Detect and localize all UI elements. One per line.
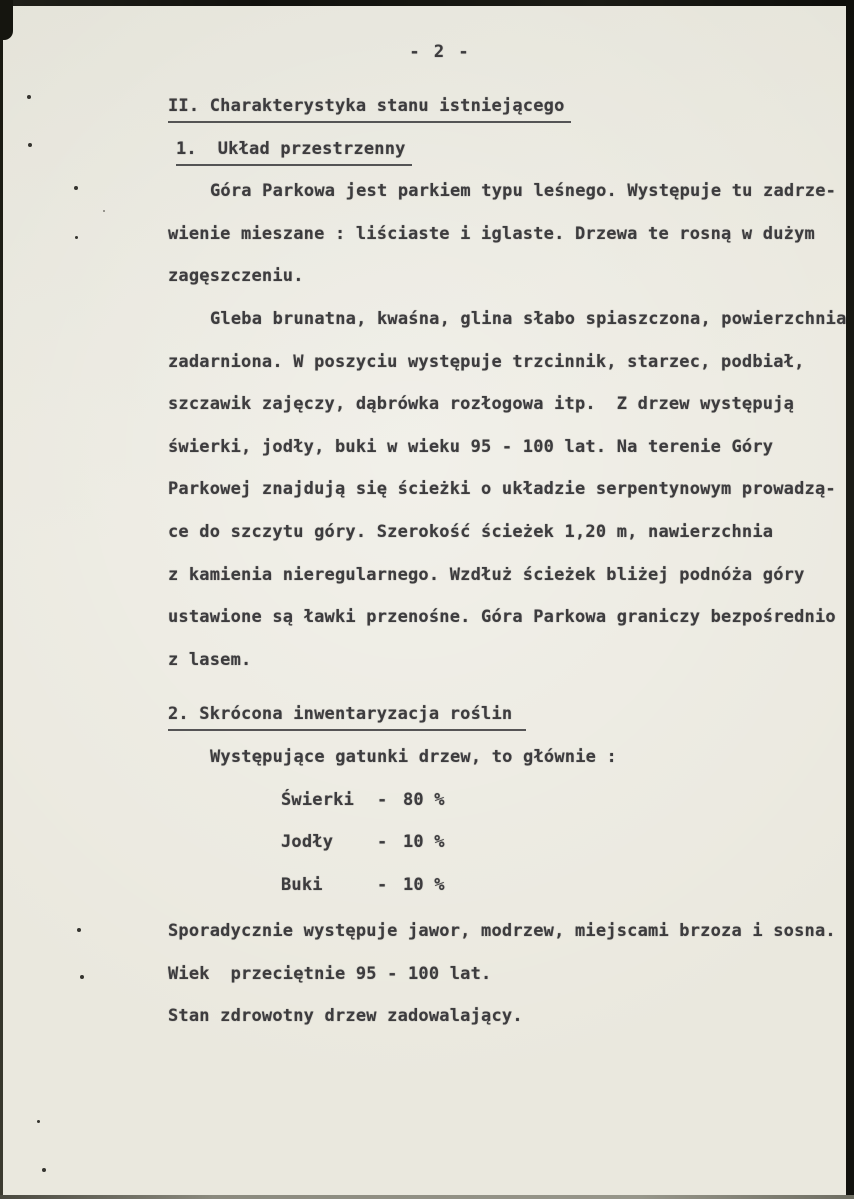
scan-corner-artifact	[0, 0, 13, 40]
text-line: z lasem.	[168, 649, 252, 670]
text-line: z kamienia nieregularnego. Wzdłuż ścieżek bliżej podnóża góry	[168, 564, 805, 585]
subsection-2-heading-row	[168, 703, 854, 746]
species-name: Buki	[281, 874, 323, 895]
document-body	[168, 95, 854, 1048]
paragraph-3	[168, 920, 854, 1048]
subsection-1-heading: 1. Układ przestrzenny	[176, 138, 412, 166]
species-row	[168, 789, 854, 832]
species-row	[168, 831, 854, 874]
scan-edge-top	[0, 0, 854, 6]
scan-edge-left	[0, 0, 3, 1199]
section-heading-row	[168, 95, 854, 138]
paragraph-2	[168, 308, 854, 691]
species-row	[168, 874, 854, 917]
paragraph-1	[168, 180, 854, 308]
species-list	[168, 789, 854, 917]
subsection-2-heading: 2. Skrócona inwentaryzacja roślin	[168, 703, 526, 731]
text-line: Parkowej znajdują się ścieżki o układzie serpentynowym prowadzą-	[168, 479, 836, 500]
text-line: wienie mieszane : liściaste i iglaste. Drzewa te rosną w dużym	[168, 223, 815, 244]
text-line: Stan zdrowotny drzew zadowalający.	[168, 1006, 523, 1027]
text-line: Gleba brunatna, kwaśna, glina słabo spiaszczona, powierzchnia	[210, 308, 847, 329]
species-dash: -	[377, 789, 388, 810]
species-share: 10 %	[403, 832, 445, 853]
text-line: Sporadycznie występuje jawor, modrzew, miejscami brzoza i sosna.	[168, 921, 836, 942]
species-intro: Występujące gatunki drzew, to głównie :	[210, 746, 617, 767]
scan-edge-bottom	[0, 1195, 854, 1199]
text-line: szczawik zajęczy, dąbrówka rozłogowa itp. Z drzew występują	[168, 394, 795, 415]
subsection-1-heading-row	[168, 138, 854, 181]
paper-speck	[74, 186, 78, 190]
paper-speck	[75, 236, 78, 239]
text-line: ustawione są ławki przenośne. Góra Parkowa graniczy bezpośrednio	[168, 607, 836, 628]
paper-speck	[77, 928, 81, 932]
section-heading: II. Charakterystyka stanu istniejącego	[168, 95, 571, 123]
species-dash: -	[377, 874, 388, 895]
paper-speck	[27, 95, 31, 99]
paper-speck	[103, 210, 105, 212]
text-line: ce do szczytu góry. Szerokość ścieżek 1,20 m, nawierzchnia	[168, 521, 774, 542]
species-name: Jodły	[281, 832, 334, 853]
text-line: świerki, jodły, buki w wieku 95 - 100 lat. Na terenie Góry	[168, 436, 774, 457]
species-dash: -	[377, 832, 388, 853]
species-share: 80 %	[403, 789, 445, 810]
species-share: 10 %	[403, 874, 445, 895]
text-line: zagęszczeniu.	[168, 266, 304, 287]
paper-speck	[28, 143, 32, 147]
text-line: zadarniona. W poszyciu występuje trzcinnik, starzec, podbiał,	[168, 351, 805, 372]
species-name: Świerki	[281, 789, 355, 810]
text-line: Góra Parkowa jest parkiem typu leśnego. Występuje tu zadrze-	[210, 181, 837, 202]
paper-speck	[42, 1168, 46, 1172]
page-number: - 2 -	[409, 42, 471, 62]
paper-speck	[37, 1120, 40, 1123]
text-line: Wiek przeciętnie 95 - 100 lat.	[168, 963, 492, 984]
paper-speck	[80, 975, 84, 979]
